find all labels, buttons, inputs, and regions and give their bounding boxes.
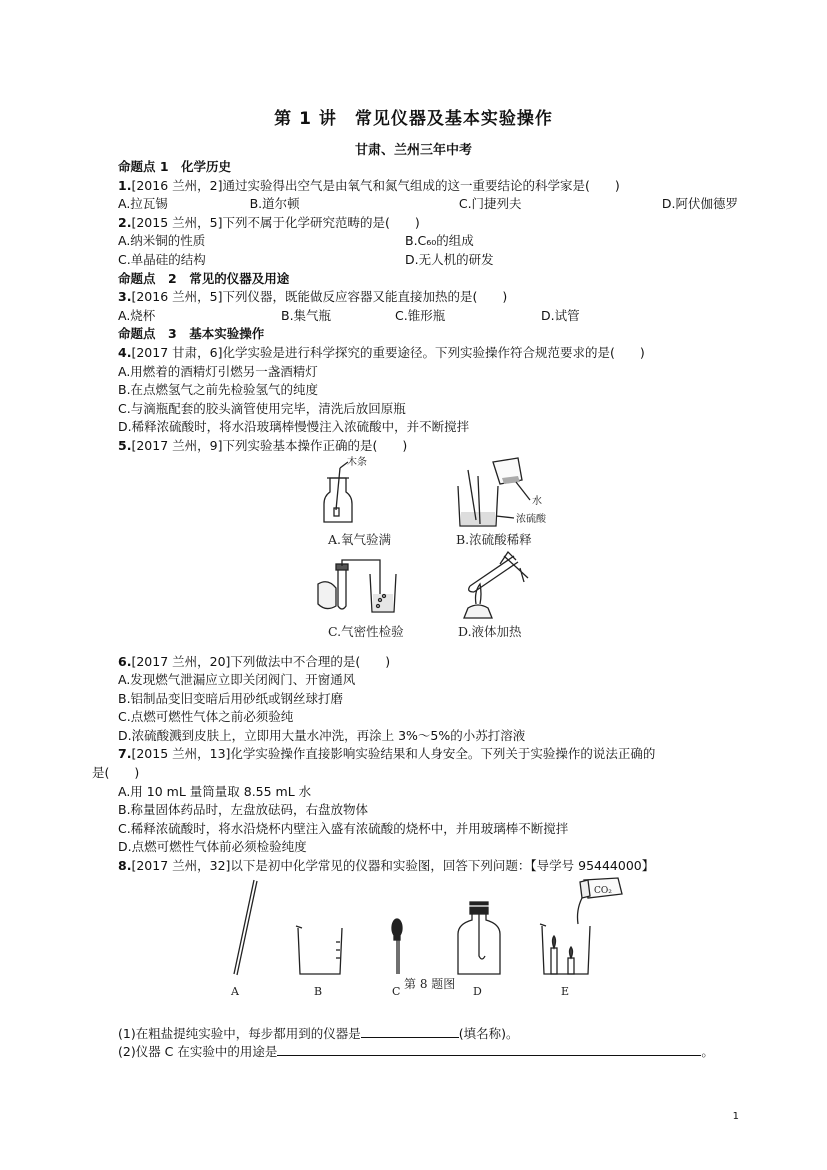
q8-figure-drawing — [118, 876, 738, 1024]
topic-1: 命题点 1 化学历史 — [118, 159, 232, 174]
beaker-illustration — [296, 926, 342, 974]
q2-options-row2 — [118, 251, 738, 270]
option-d: D.稀释浓硫酸时，将水沿玻璃棒慢慢注入浓硫酸中，并不断搅拌 — [118, 419, 470, 435]
option-a: A.纳米铜的性质 — [118, 233, 206, 249]
page-title: 第 1 讲 常见仪器及基本实验操作 — [274, 109, 553, 129]
option-d: D.点燃可燃性气体前必须检验纯度 — [118, 839, 307, 855]
co2-bottle-label: CO₂ — [594, 885, 612, 896]
option-b: B.铝制品变旧变暗后用砂纸或钢丝球打磨 — [118, 690, 344, 706]
option-c: C.单晶硅的结构 — [118, 251, 206, 267]
option-a: A.用 10 mL 量筒量取 8.55 mL 水 — [118, 783, 312, 799]
option-b: B.C₆₀的组成 — [405, 233, 474, 249]
answer-blank — [361, 1024, 459, 1038]
apparatus-letter-a: A — [231, 984, 239, 998]
q8-subquestion-2 — [118, 1042, 738, 1061]
subquestion-text: (2)仪器 C 在实验中的用途是 — [118, 1044, 278, 1060]
question-stem: [2016 兰州，2]通过实验得出空气是由氧气和氮气组成的这一重要结论的科学家是( ) — [131, 177, 620, 193]
figure-label-c: C.气密性检验 — [328, 623, 404, 639]
question-stem: [2015 兰州，5]下列不属于化学研究范畴的是( ) — [131, 214, 420, 230]
option-b: B.集气瓶 — [281, 307, 332, 323]
question-number: 5. — [118, 437, 132, 453]
subquestion-text-end: (填名称)。 — [458, 1025, 519, 1041]
apparatus-letter-d: D — [473, 984, 482, 998]
question-number: 4. — [118, 344, 132, 360]
subquestion-text-end: 。 — [701, 1044, 714, 1060]
option-d: D.试管 — [541, 307, 580, 323]
figure-label-b: B.浓硫酸稀释 — [456, 531, 532, 547]
dropper-illustration — [392, 919, 402, 974]
option-b: B.称量固体药品时，左盘放砝码，右盘放物体 — [118, 802, 369, 818]
q1-options — [118, 195, 738, 214]
q8-subquestion-1 — [118, 1024, 738, 1043]
question-number: 1. — [118, 177, 132, 193]
topic-2: 命题点 2 常见的仪器及用途 — [118, 270, 290, 286]
question-3 — [118, 288, 738, 307]
q5-figure — [118, 456, 738, 653]
question-5 — [118, 437, 738, 456]
question-stem: [2017 兰州，20]下列做法中不合理的是( ) — [131, 653, 391, 669]
question-4 — [118, 344, 738, 363]
option-b: B.在点燃氢气之前先检验氢气的纯度 — [118, 382, 319, 398]
annotation-acid: 浓硫酸 — [516, 513, 546, 525]
option-a: A.拉瓦锡 — [118, 196, 168, 212]
dropper-bottle-illustration — [458, 902, 500, 974]
q5-figure-drawing — [118, 456, 738, 653]
question-number: 6. — [118, 653, 132, 669]
question-number: 8. — [118, 858, 132, 874]
option-a: A.用燃着的酒精灯引燃另一盏酒精灯 — [118, 363, 318, 379]
figure-label-d: D.液体加热 — [458, 623, 522, 639]
option-c: C.锥形瓶 — [395, 307, 446, 323]
question-stem: [2015 兰州，13]化学实验操作直接影响实验结果和人身安全。下列关于实验操作的说法正确的 — [131, 746, 656, 762]
question-stem: [2016 兰州，5]下列仪器，既能做反应容器又能直接加热的是( ) — [131, 289, 508, 305]
option-a: A.烧杯 — [118, 307, 156, 323]
question-number: 7. — [118, 746, 132, 762]
q3-options — [118, 307, 738, 326]
question-1 — [118, 177, 738, 196]
question-stem: [2017 兰州，32]以下是初中化学常见的仪器和实验图，回答下列问题：【导学号 95444000】 — [131, 858, 655, 874]
option-b: B.道尔顿 — [249, 196, 300, 212]
page-subtitle: 甘肃、兰州三年中考 — [354, 143, 472, 158]
question-2 — [118, 214, 738, 233]
question-7-continued: 是( ) — [92, 765, 140, 781]
option-d: D.无人机的研发 — [405, 251, 494, 267]
option-d: D.浓硫酸溅到皮肤上，立即用大量水冲洗，再涂上 3%～5%的小苏打溶液 — [118, 727, 526, 743]
oxygen-check-illustration — [324, 462, 352, 522]
apparatus-letter-b: B — [314, 984, 323, 998]
question-stem: [2017 兰州，9]下列实验基本操作正确的是( ) — [131, 437, 408, 453]
option-a: A.发现燃气泄漏应立即关闭阀门、开窗通风 — [118, 672, 356, 688]
question-8 — [118, 857, 738, 876]
page-number: 1 — [732, 1111, 739, 1122]
question-number: 3. — [118, 289, 132, 305]
annotation-water: 水 — [532, 495, 542, 507]
figure-caption: 第 8 题图 — [404, 976, 456, 991]
apparatus-letter-c: C — [392, 984, 401, 998]
question-number: 2. — [118, 214, 132, 230]
question-stem: [2017 甘肃，6]化学实验是进行科学探究的重要途径。下列实验操作符合规范要求的是( ) — [131, 344, 645, 360]
q2-options-row1 — [118, 232, 738, 251]
liquid-heating-illustration — [464, 552, 528, 618]
question-7 — [118, 745, 738, 764]
question-6 — [118, 653, 738, 672]
answer-blank — [277, 1042, 701, 1056]
subquestion-text: (1)在粗盐提纯实验中，每步都用到的仪器是 — [118, 1025, 361, 1041]
airtight-check-illustration — [318, 560, 396, 612]
option-c: C.与滴瓶配套的胶头滴管使用完毕，清洗后放回原瓶 — [118, 400, 406, 416]
figure-label-a: A.氧气验满 — [328, 531, 392, 547]
glass-rod-illustration — [234, 880, 257, 975]
topic-3: 命题点 3 基本实验操作 — [118, 326, 265, 342]
option-c: C.门捷列夫 — [458, 196, 522, 212]
q8-figure — [118, 876, 738, 1024]
option-c: C.点燃可燃性气体之前必须验纯 — [118, 709, 294, 725]
content — [92, 158, 739, 1061]
apparatus-letter-e: E — [561, 984, 570, 998]
option-d: D.阿伏伽德罗 — [661, 196, 739, 212]
option-c: C.稀释浓硫酸时，将水沿烧杯内壁注入盛有浓硫酸的烧杯中，并用玻璃棒不断搅拌 — [118, 820, 569, 836]
annotation-stick: 木条 — [347, 456, 367, 468]
